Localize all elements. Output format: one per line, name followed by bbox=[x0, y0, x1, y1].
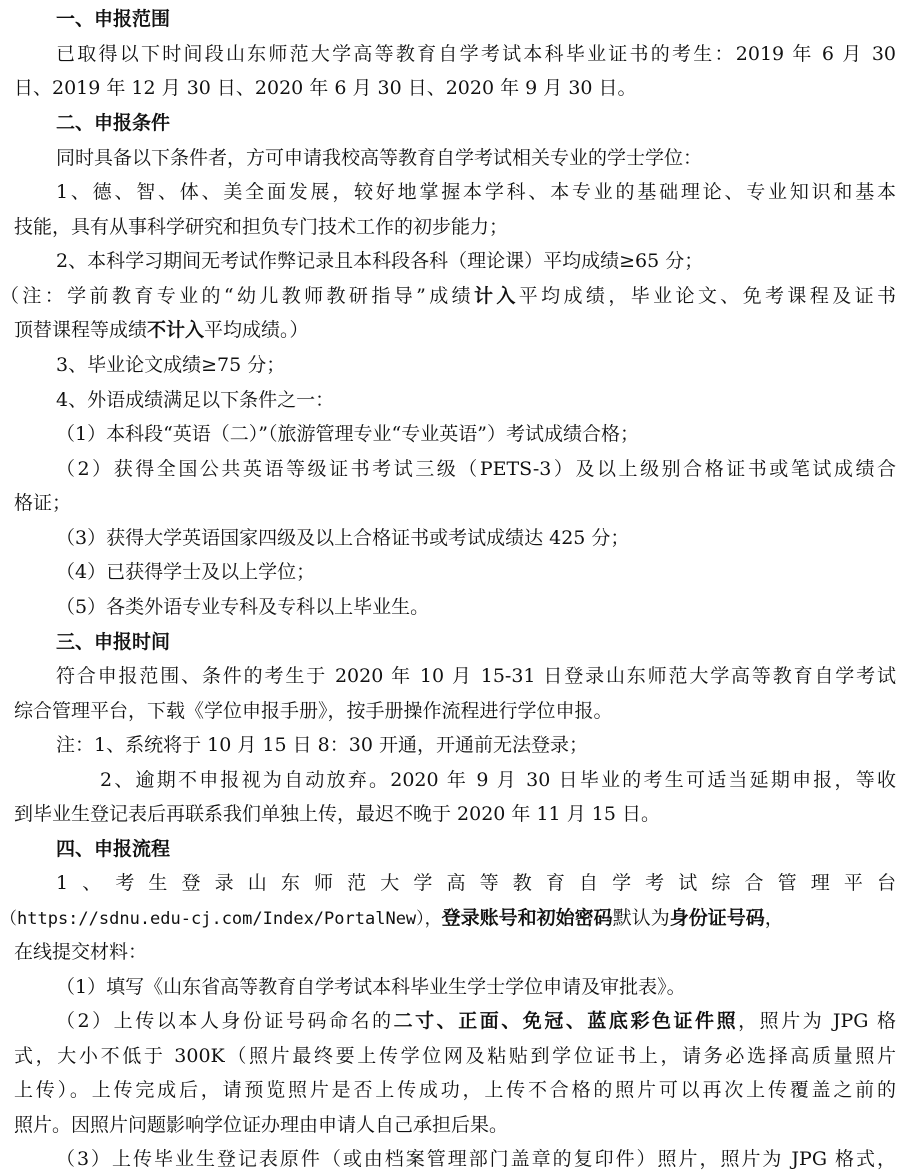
language-option-5: （5）各类外语专业专科及专科以上毕业生。 bbox=[56, 596, 430, 618]
material-item-2-line-2: 式，大小不低于 300K（照片最终要上传学位网及粘贴到学位证书上，请务必选择高质量照片 bbox=[14, 1045, 896, 1067]
conditions-intro: 同时具备以下条件者，方可申请我校高等教育自学考试相关专业的学士学位： bbox=[56, 147, 703, 169]
section-heading-process: 四、申报流程 bbox=[56, 838, 171, 860]
material-item-2-line-4: 照片。因照片问题影响学位证办理由申请人自己承担后果。 bbox=[14, 1114, 509, 1136]
material-item-2-line-1 bbox=[56, 1008, 896, 1034]
section-heading-scope: 一、申报范围 bbox=[56, 8, 171, 30]
condition-2-note-line-1 bbox=[0, 283, 896, 309]
language-option-2-line-2: 格证； bbox=[14, 492, 72, 514]
material-item-3-line-1: （3）上传毕业生登记表原件（或由档案管理部门盖章的复印件）照片，照片为 JPG 格式， bbox=[56, 1148, 896, 1170]
condition-3: 3、毕业论文成绩≥75 分； bbox=[56, 354, 286, 376]
note-bold-exclude: 不计入 bbox=[147, 319, 205, 341]
time-note-2-line-2: 到毕业生登记表后再联系我们单独上传，最迟不晚于 2020 年 11 月 15 日。 bbox=[14, 803, 660, 825]
language-option-3: （3）获得大学英语国家四级及以上合格证书或考试成绩达 425 分； bbox=[56, 527, 630, 549]
material-text: （2）上传以本人身份证号码命名的 bbox=[56, 1010, 394, 1032]
process-step-1-line-1: 1、考生登录山东师范大学高等教育自学考试综合管理平台 bbox=[56, 872, 896, 894]
condition-2: 2、本科学习期间无考试作弊记录且本科段各科（理论课）平均成绩≥65 分； bbox=[56, 250, 704, 272]
condition-2-note-line-2 bbox=[14, 317, 309, 343]
material-item-1: （1）填写《山东省高等教育自学考试本科毕业生学士学位申请及审批表》。 bbox=[56, 976, 686, 998]
material-item-2-line-3: 上传）。上传完成后，请预览照片是否上传成功，上传不合格的照片可以再次上传覆盖之前的 bbox=[14, 1079, 896, 1101]
note-text: 顶替课程等成绩 bbox=[14, 319, 148, 341]
note-text: 平均成绩，毕业论文、免考课程及证书 bbox=[518, 285, 896, 307]
time-note-2-line-1: 2、逾期不申报视为自动放弃。2020 年 9 月 30 日毕业的考生可适当延期申报，等收 bbox=[100, 769, 896, 791]
id-number-bold: 身份证号码 bbox=[669, 907, 765, 929]
language-option-4: （4）已获得学士及以上学位； bbox=[56, 561, 316, 583]
time-line-1: 符合申报范围、条件的考生于 2020 年 10 月 15-31 日登录山东师范大学高等教育自学考试 bbox=[56, 665, 896, 687]
process-step-1-line-3: 在线提交材料： bbox=[14, 941, 148, 963]
section-heading-time: 三、申报时间 bbox=[56, 631, 171, 653]
language-option-2-line-1: （2）获得全国公共英语等级证书考试三级（PETS-3）及以上级别合格证书或笔试成绩合 bbox=[56, 458, 896, 480]
scope-line-1: 已取得以下时间段山东师范大学高等教育自学考试本科毕业证书的考生：2019 年 6 月 30 bbox=[56, 43, 896, 65]
condition-1-line-2: 技能，具有从事科学研究和担负专门技术工作的初步能力； bbox=[14, 216, 509, 238]
process-step-1-line-2 bbox=[0, 905, 784, 931]
material-text: ，照片为 JPG 格 bbox=[738, 1010, 896, 1032]
photo-requirement-bold: 二寸、正面、免冠、蓝底彩色证件照 bbox=[393, 1010, 739, 1032]
process-text: ， bbox=[764, 907, 784, 929]
note-text: （注：学前教育专业的“幼儿教师教研指导”成绩 bbox=[0, 285, 474, 307]
time-line-2: 综合管理平台，下载《学位申报手册》，按手册操作流程进行学位申报。 bbox=[14, 700, 613, 722]
language-option-1: （1）本科段“英语（二）”（旅游管理专业“专业英语”）考试成绩合格； bbox=[56, 423, 639, 445]
process-text: 默认为 bbox=[612, 907, 670, 929]
scope-line-2: 日、2019 年 12 月 30 日、2020 年 6 月 30 日、2020 年 9 月 30 日。 bbox=[14, 77, 637, 99]
note-text: 平均成绩。） bbox=[204, 319, 309, 341]
note-bold-include: 计入 bbox=[473, 285, 519, 307]
condition-4: 4、外语成绩满足以下条件之一： bbox=[56, 389, 335, 411]
time-note-1: 注：1、系统将于 10 月 15 日 8：30 开通，开通前无法登录； bbox=[56, 734, 588, 756]
login-credentials-bold: 登录账号和初始密码 bbox=[441, 907, 613, 929]
platform-url-link[interactable]: （https://sdnu.edu-cj.com/Index/PortalNew）， bbox=[0, 909, 442, 929]
section-heading-conditions: 二、申报条件 bbox=[56, 112, 171, 134]
condition-1-line-1: 1、德、智、体、美全面发展，较好地掌握本学科、本专业的基础理论、专业知识和基本 bbox=[56, 181, 896, 203]
